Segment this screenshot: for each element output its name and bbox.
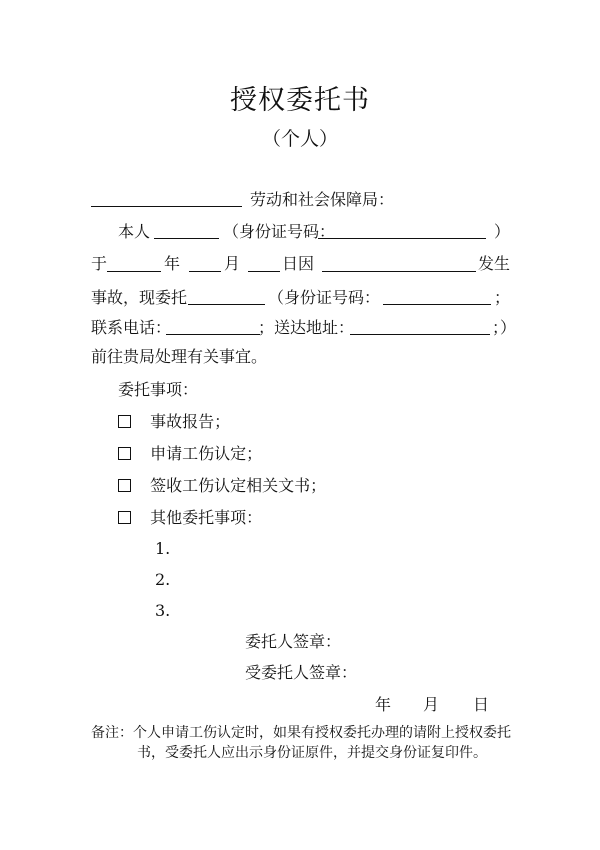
occur-label: 发生 [478, 254, 511, 273]
address-label: ；送达地址： [258, 318, 355, 337]
incident-day-blank[interactable] [248, 271, 280, 272]
matter-item [118, 508, 262, 528]
address-blank[interactable] [350, 334, 490, 335]
matter-checkbox[interactable] [118, 479, 131, 492]
matter-item [118, 476, 326, 496]
phone-blank[interactable] [166, 334, 260, 335]
matter-label: 事故报告； [150, 412, 231, 431]
principal-id-label: （身份证号码： [223, 222, 336, 241]
matter-label: 其他委托事项： [150, 508, 263, 527]
principal-signature-label: 委托人签章： [245, 632, 342, 651]
month-label: 月 [224, 254, 241, 273]
matter-label: 签收工伤认定相关文书； [150, 476, 327, 495]
principal-name-blank[interactable] [154, 238, 219, 239]
matter-checkbox[interactable] [118, 447, 131, 460]
document-title: 授权委托书 [230, 85, 370, 116]
matter-label: 申请工伤认定； [150, 444, 263, 463]
sign-month-label: 月 [423, 695, 440, 714]
addressee-suffix: 劳动和社会保障局： [250, 190, 395, 209]
matter-item [118, 444, 262, 464]
bureau-name-blank[interactable] [91, 206, 242, 207]
other-item-number: 1. [155, 539, 171, 558]
matter-item [118, 412, 230, 432]
phone-label: 联系电话： [91, 318, 172, 337]
sign-year-label: 年 [375, 695, 392, 714]
agent-id-blank[interactable] [383, 304, 491, 305]
year-label: 年 [164, 254, 181, 273]
note-line-1: 备注：个人申请工伤认定时，如果有授权委托办理的请附上授权委托 [91, 725, 511, 741]
incident-cause-blank[interactable] [322, 271, 476, 272]
note-line-2: 书，受委托人应出示身份证原件，并提交身份证复印件。 [137, 745, 487, 761]
purpose-line: 前往贵局处理有关事宜。 [91, 347, 268, 366]
other-item-number: 3. [155, 601, 171, 620]
other-item-number: 2. [155, 570, 171, 589]
principal-id-blank[interactable] [318, 238, 486, 239]
matter-checkbox[interactable] [118, 415, 131, 428]
agent-id-label: （身份证号码： [268, 288, 381, 307]
incident-month-blank[interactable] [189, 271, 221, 272]
principal-prefix: 本人 [118, 222, 151, 241]
document-subtitle: （个人） [261, 128, 338, 150]
matters-heading: 委托事项： [118, 380, 199, 399]
address-close: ；） [492, 318, 517, 337]
principal-id-close: ） [494, 222, 511, 241]
matter-checkbox[interactable] [118, 511, 131, 524]
agent-signature-label: 受委托人签章： [245, 663, 358, 682]
date-prefix: 于 [91, 254, 108, 273]
agent-name-blank[interactable] [188, 304, 265, 305]
day-cause-label: 日因 [282, 254, 315, 273]
agent-id-semicolon: ； [494, 288, 511, 307]
sign-day-label: 日 [473, 695, 490, 714]
incident-year-blank[interactable] [107, 271, 161, 272]
entrust-prefix: 事故，现委托 [91, 288, 188, 307]
